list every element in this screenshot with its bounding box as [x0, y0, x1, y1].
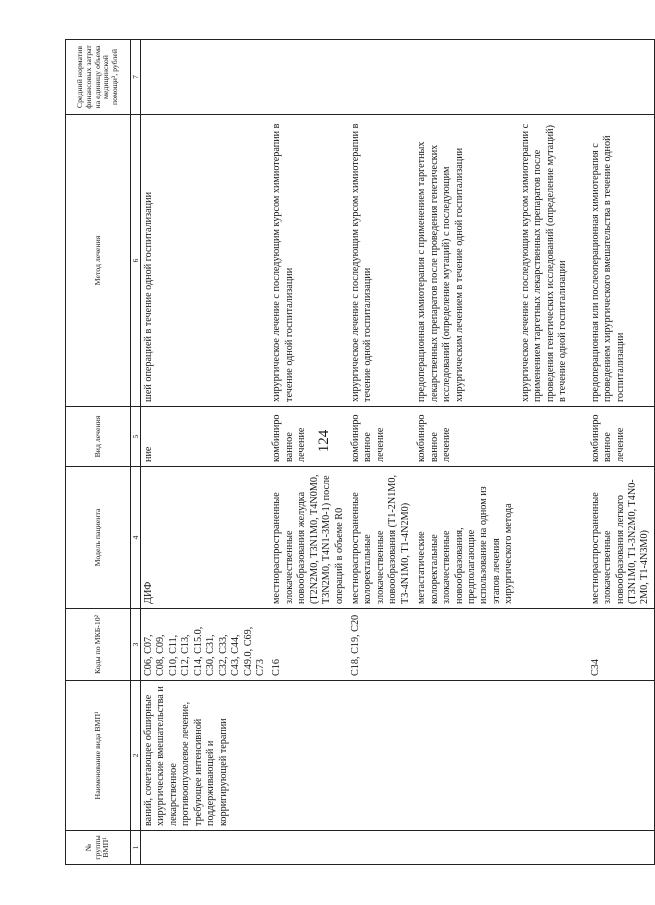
- table-row: [141, 40, 270, 865]
- column-number: 2: [131, 681, 141, 831]
- cell-group-number: [414, 831, 518, 865]
- table-row: [414, 40, 518, 865]
- column-number: 1: [131, 831, 141, 865]
- table-row: [518, 40, 588, 865]
- cell-group-number: [269, 831, 348, 865]
- cell-vmp-name: ваний, сочетающее обширные хирургические вмешательства и лекарственное противоопухолевое лечение, требующее интенсивной поддерживающей и корригирующей терапии: [141, 681, 270, 831]
- cell-icd-codes: [518, 609, 588, 681]
- header-patient-model: Модель пациента: [66, 467, 131, 609]
- cell-treatment-method: хирургическое лечение с последующим курсом химиотерапии с применением таргетных лекарственных препаратов после проведения генетических исследований (определение мутаций) в течение одной госпитализации: [518, 115, 588, 407]
- column-number: 6: [131, 115, 141, 407]
- cell-treatment-method: предоперационная химиотерапия с применением таргетных лекарственных препаратов после проведения генетических исследований (определение мутаций) с последующим хирургическим лечением в течение одной госпитализации: [414, 115, 518, 407]
- cell-patient-model: местнораспространенные колоректальные злокачественные новообразования (T1-2N1M0, T3-4N1M0, T1-4N2M0): [348, 467, 414, 609]
- column-number: 5: [131, 407, 141, 467]
- column-number-row: [131, 40, 141, 865]
- cell-group-number: [141, 831, 270, 865]
- cell-patient-model: местнораспространенные злокачественные новообразования легкого (T3N1M0, T1-3N2M0, T4N0-2M0, T1-4N3M0): [588, 467, 655, 609]
- cell-patient-model: ДИФ: [141, 467, 270, 609]
- cell-cost: [141, 40, 270, 115]
- header-cost-standard: Средний норматив финансовых затрат на единицу объема медицинской помощи³, рублей: [66, 40, 131, 115]
- cell-treatment-method: хирургическое лечение с последующим курсом химиотерапии в течение одной госпитализации: [269, 115, 348, 407]
- cell-group-number: [518, 831, 588, 865]
- header-vmp-name: Наименование вида ВМП¹: [66, 681, 131, 831]
- header-icd-codes: Коды по МКБ-10²: [66, 609, 131, 681]
- header-treatment-type: Вид лечения: [66, 407, 131, 467]
- cell-treatment-method: предоперационная или послеоперационная химиотерапия с проведением хирургического вмешательства в течение одной госпитализации: [588, 115, 655, 407]
- cell-treatment-type: комбинированное лечение: [588, 407, 655, 467]
- cell-treatment-type: ние: [141, 407, 270, 467]
- cell-treatment-type: комбинированное лечение: [348, 407, 414, 467]
- cell-cost: [348, 40, 414, 115]
- cell-treatment-method: хирургическое лечение с последующим курсом химиотерапии в течение одной госпитализации: [348, 115, 414, 407]
- page-number: 124: [316, 429, 332, 453]
- cell-icd-codes: C34: [588, 609, 655, 681]
- cell-vmp-name: [588, 681, 655, 831]
- cell-cost: [414, 40, 518, 115]
- column-number: 3: [131, 609, 141, 681]
- vmp-table: [65, 39, 655, 865]
- cell-vmp-name: [269, 681, 348, 831]
- header-row: [66, 40, 131, 865]
- table-row: [588, 40, 655, 865]
- header-treatment-method: Метод лечения: [66, 115, 131, 407]
- cell-icd-codes: C16: [269, 609, 348, 681]
- header-group-number: № группы ВМП¹: [66, 831, 131, 865]
- cell-vmp-name: [348, 681, 414, 831]
- cell-patient-model: метастатические колоректальные злокачественные новообразования, предполагающие использование на одном из этапов лечения хирургического метода: [414, 467, 518, 609]
- table-row: [269, 40, 348, 865]
- cell-patient-model: местнораспространенные злокачественные новообразования желудка (T2N2M0, T3N1M0, T4N0M0, T3N2M0, T4N1-3M0-1) после операций в объеме R0: [269, 467, 348, 609]
- cell-cost: [518, 40, 588, 115]
- cell-cost: [588, 40, 655, 115]
- cell-group-number: [348, 831, 414, 865]
- cell-group-number: [588, 831, 655, 865]
- cell-treatment-method: шей операцией в течение одной госпитализации: [141, 115, 270, 407]
- cell-treatment-type: [518, 407, 588, 467]
- cell-icd-codes: [414, 609, 518, 681]
- cell-treatment-type: комбинированное лечение: [269, 407, 348, 467]
- column-number: 4: [131, 467, 141, 609]
- cell-icd-codes: C06, C07, C08, C09, C10, C11, C12, C13, C14, C15.0, C30, C31, C32, C33, C43, C44, C49.0, C69, C73: [141, 609, 270, 681]
- cell-treatment-type: комбинированное лечение: [414, 407, 518, 467]
- cell-vmp-name: [518, 681, 588, 831]
- cell-vmp-name: [414, 681, 518, 831]
- cell-cost: [269, 40, 348, 115]
- rotated-table-container: [65, 40, 651, 865]
- column-number: 7: [131, 40, 141, 115]
- cell-icd-codes: C18, C19, C20: [348, 609, 414, 681]
- cell-patient-model: [518, 467, 588, 609]
- table-row: [348, 40, 414, 865]
